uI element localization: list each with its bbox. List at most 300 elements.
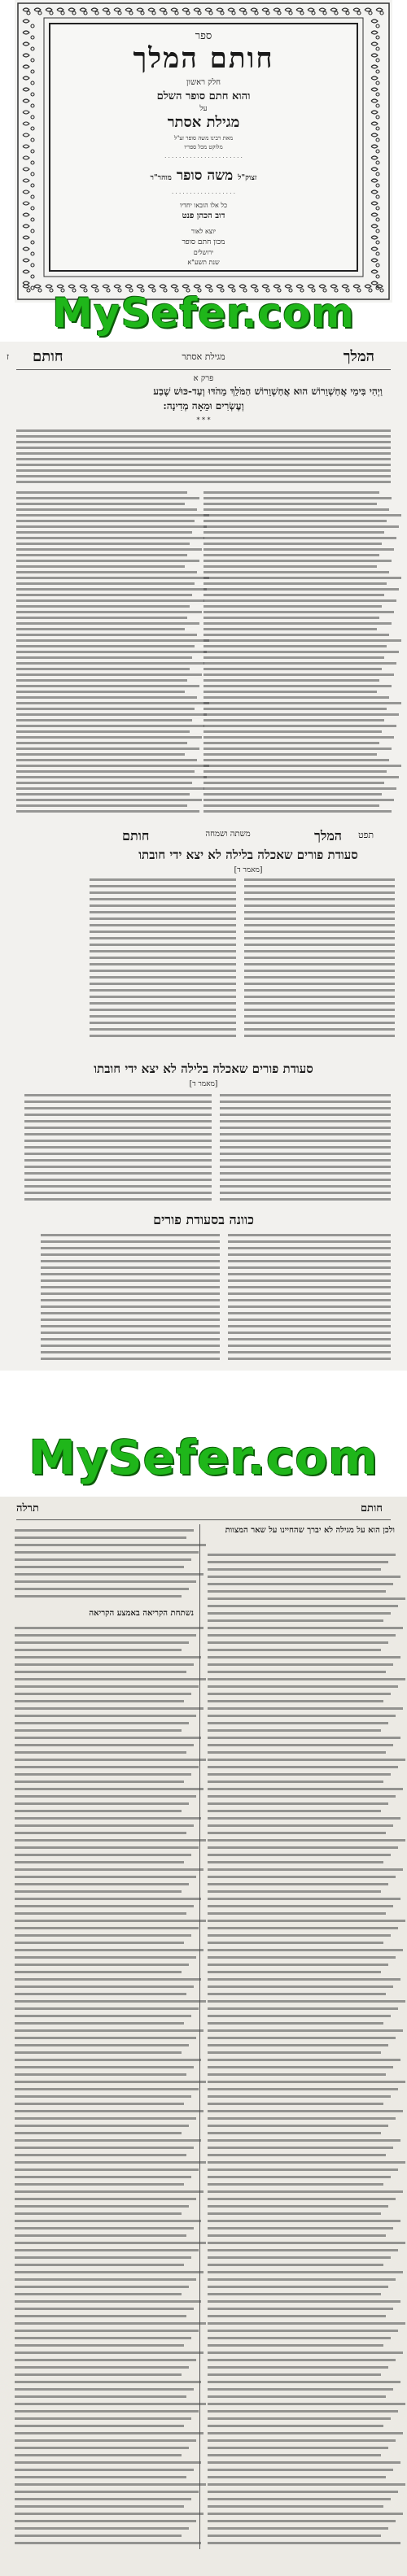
text-line (204, 537, 396, 539)
text-line (204, 508, 389, 511)
text-line (90, 885, 236, 887)
text-line (15, 2498, 191, 2500)
vine-leaf (262, 285, 269, 288)
vine-curl (376, 116, 379, 119)
text-line (15, 2337, 191, 2339)
description-line-2: מלוקט מכל ספריו (184, 144, 223, 150)
text-line (15, 2520, 196, 2522)
text-line (208, 2388, 393, 2391)
text-line (41, 1279, 220, 1282)
text-line (16, 548, 202, 551)
text-line (15, 1795, 196, 1798)
text-line (16, 651, 207, 653)
text-line (208, 2359, 396, 2361)
text-line (208, 1759, 405, 1761)
text-line (15, 2212, 182, 2215)
text-line (90, 1002, 236, 1005)
vine-curl (376, 104, 379, 107)
text-line (16, 673, 202, 676)
vine-leaf (23, 42, 29, 46)
vine-leaf (308, 285, 314, 288)
text-line (228, 1299, 391, 1301)
watermark-logo-1: MySefer.com (52, 290, 355, 337)
vine-leaf (125, 8, 132, 11)
text-line (204, 560, 392, 562)
text-line (15, 2154, 186, 2156)
text-line (16, 491, 187, 494)
vine-leaf (171, 285, 177, 288)
text-line (204, 736, 394, 739)
text-line (15, 2037, 196, 2039)
text-line (208, 2117, 396, 2120)
text-line (15, 1595, 182, 1597)
vine-leaf (371, 122, 378, 125)
description-block: · · · · · · · · · · · · · · · · · · · · · · (164, 155, 243, 161)
text-line (90, 989, 236, 992)
text-line (16, 787, 204, 790)
text-line (228, 1319, 391, 1321)
text-line (204, 673, 394, 676)
text-line (208, 1678, 405, 1680)
text-line (15, 2117, 196, 2120)
text-line (208, 1956, 396, 1959)
running-head-left: תרלה (16, 1502, 39, 1515)
vine-curl (31, 218, 34, 221)
vine-leaf (23, 224, 29, 228)
text-line (208, 2271, 403, 2273)
text-line (15, 1649, 182, 1651)
text-line (41, 1345, 220, 1347)
text-line (15, 2256, 191, 2259)
text-line (15, 2373, 182, 2376)
text-line (90, 911, 236, 913)
text-line (208, 1634, 396, 1637)
text-line (15, 2366, 189, 2369)
text-line (208, 1971, 381, 1973)
text-line (15, 2271, 204, 2273)
text-line (204, 730, 382, 733)
vine-curl (221, 11, 224, 15)
text-line (244, 891, 395, 894)
vine-curl (31, 138, 34, 142)
running-head-right: המלך (313, 828, 342, 843)
vine-leaf (91, 285, 98, 288)
text-line (24, 1153, 212, 1155)
text-line (15, 2447, 189, 2449)
vine-leaf (371, 99, 378, 102)
text-line (208, 2103, 383, 2105)
text-line (204, 645, 387, 647)
text-line (90, 1022, 236, 1024)
vine-leaf (342, 285, 348, 288)
text-line (15, 1920, 206, 1922)
vine-leaf (46, 8, 52, 11)
text-line (15, 1544, 206, 1546)
vine-curl (31, 172, 34, 176)
text-line (16, 713, 207, 716)
text-line (41, 1299, 220, 1301)
text-line (16, 725, 204, 727)
text-line (208, 2373, 381, 2376)
text-line (208, 1802, 388, 1805)
text-line (208, 1737, 400, 1739)
text-line (15, 2132, 182, 2134)
vine-leaf (371, 65, 378, 68)
text-line (15, 2059, 201, 2061)
vine-leaf (23, 202, 29, 205)
text-line (41, 1338, 220, 1340)
text-line (208, 1568, 381, 1571)
vine-curl (31, 127, 34, 130)
text-line (204, 708, 387, 710)
text-line (15, 2147, 194, 2149)
text-line (208, 2447, 388, 2449)
text-line (228, 1234, 391, 1236)
vine-leaf (103, 285, 109, 288)
text-line (208, 1890, 381, 1893)
verse-line-1: וַיְהִי בִּימֵי אֲחַשְׁוֵרוֹשׁ הוּא אֲחַשְׁוֵרוֹשׁ הַמֹּלֵךְ מֵהֹדּוּ וְעַד-כּוּשׁ שֶׁבַע (153, 386, 383, 397)
text-line (16, 537, 204, 539)
vine-leaf (68, 8, 75, 11)
text-line (15, 2234, 186, 2237)
text-line (204, 765, 401, 767)
text-line (208, 1729, 381, 1732)
vine-leaf (114, 285, 120, 288)
vine-leaf (319, 8, 326, 11)
vine-leaf (23, 133, 29, 137)
vine-leaf (371, 88, 378, 91)
text-line (208, 1744, 393, 1746)
text-line (15, 1751, 186, 1754)
text-line (228, 1247, 391, 1249)
text-line (16, 765, 209, 767)
text-line (16, 776, 207, 778)
text-line (208, 2527, 388, 2530)
text-line (15, 1685, 199, 1688)
text-line (204, 713, 399, 716)
text-line (220, 1120, 391, 1122)
vine-leaf (330, 8, 337, 11)
description-line-1: מאת רבינו משה סופר זצ"ל (173, 135, 234, 142)
text-line (204, 799, 394, 801)
text-line (220, 1094, 391, 1096)
vine-leaf (34, 285, 41, 288)
text-line (16, 577, 209, 579)
text-line (15, 2176, 191, 2178)
text-line (16, 497, 199, 499)
text-line (208, 1715, 396, 1717)
text-line (208, 2454, 381, 2456)
text-line (16, 582, 195, 585)
text-line (15, 2190, 204, 2193)
text-line (208, 1583, 393, 1585)
vine-leaf (228, 285, 234, 288)
text-line (15, 2081, 206, 2083)
text-line (244, 963, 395, 965)
text-line (208, 1839, 405, 1842)
text-line (208, 2469, 393, 2471)
vine-curl (31, 229, 34, 233)
text-line (15, 2198, 196, 2200)
vine-leaf (285, 8, 291, 11)
vine-leaf (371, 156, 378, 159)
vine-leaf (371, 190, 378, 194)
vine-curl (376, 184, 379, 187)
vine-leaf (371, 236, 378, 239)
vine-leaf (91, 8, 98, 11)
text-line (220, 1127, 391, 1129)
text-line (208, 1846, 398, 1849)
vine-leaf (239, 8, 246, 11)
text-line (208, 2461, 400, 2464)
text-line (41, 1247, 220, 1249)
vine-leaf (57, 8, 63, 11)
text-line (208, 1619, 383, 1622)
text-line (90, 957, 236, 959)
text-line (15, 1580, 196, 1583)
vine-leaf (228, 8, 234, 11)
text-line (220, 1172, 391, 1175)
text-line (204, 685, 392, 687)
vine-leaf (371, 31, 378, 34)
text-line (15, 1573, 204, 1576)
vine-leaf (371, 133, 378, 137)
text-line (208, 2015, 391, 2017)
text-line (15, 1744, 194, 1746)
right-column-heading: נשתחת הקריאה באמצע הקריאה (89, 1609, 194, 1618)
running-head-right: המלך (343, 348, 374, 365)
vine-curl (232, 11, 235, 15)
vine-leaf (23, 31, 29, 34)
text-line (244, 976, 395, 979)
text-line (220, 1166, 391, 1168)
vine-curl (376, 47, 379, 50)
text-line (208, 2264, 383, 2266)
text-line (204, 525, 399, 528)
text-line (15, 2439, 196, 2442)
text-line (208, 1663, 393, 1666)
vine-curl (31, 264, 34, 267)
text-line (15, 1588, 189, 1590)
text-line (16, 503, 185, 505)
text-line (16, 458, 391, 460)
text-line (204, 605, 382, 608)
text-line (15, 1722, 189, 1724)
vine-leaf (125, 285, 132, 288)
text-line (16, 617, 187, 619)
text-line (208, 2183, 383, 2186)
vine-leaf (23, 122, 29, 125)
vine-leaf (160, 8, 166, 11)
vine-leaf (194, 8, 200, 11)
section-subheading: [מאמר ד] (234, 866, 263, 874)
vine-leaf (23, 99, 29, 102)
vine-curl (255, 11, 258, 15)
text-line (15, 1678, 206, 1680)
text-line (16, 679, 187, 682)
text-line (208, 2498, 391, 2500)
text-line (208, 2432, 403, 2434)
text-line (15, 2029, 204, 2032)
text-line (24, 1133, 212, 1135)
text-line (24, 1172, 212, 1175)
text-line (244, 1009, 395, 1011)
vine-leaf (137, 8, 143, 11)
text-line (24, 1185, 212, 1188)
title-frame (49, 23, 358, 272)
text-line (208, 2293, 381, 2295)
text-line (208, 1927, 398, 1929)
scanned-page-2 (0, 822, 407, 1045)
text-line (208, 1751, 386, 1754)
text-line (15, 2278, 196, 2281)
text-line (208, 2366, 388, 2369)
text-line (90, 963, 236, 965)
text-line (16, 508, 197, 511)
text-line (208, 1993, 386, 1995)
text-line (208, 2007, 398, 2010)
text-line (15, 2205, 189, 2208)
text-line (15, 1883, 189, 1885)
text-line (16, 730, 190, 733)
text-line (208, 2000, 405, 2003)
vine-leaf (23, 213, 29, 216)
text-line (204, 491, 379, 494)
vine-curl (31, 36, 34, 39)
text-line (15, 1693, 191, 1695)
subtitle: והוא חתם סופר השלם (156, 90, 251, 102)
text-line (41, 1292, 220, 1295)
text-line (90, 924, 236, 926)
text-line (15, 2088, 199, 2090)
text-line (24, 1114, 212, 1116)
vine-curl (175, 11, 178, 15)
text-line (16, 571, 197, 573)
vine-leaf (376, 8, 383, 11)
text-line (24, 1120, 212, 1122)
text-line (15, 2264, 184, 2266)
text-line (204, 599, 396, 602)
vine-leaf (160, 285, 166, 288)
text-line (16, 611, 202, 613)
text-line (24, 1094, 212, 1096)
vine-curl (31, 207, 34, 210)
text-line (208, 1700, 383, 1702)
text-line (15, 2352, 204, 2354)
author-suffix: זצוק"ל (238, 174, 257, 182)
vine-curl (31, 195, 34, 198)
text-line (24, 1166, 212, 1168)
text-line (41, 1305, 220, 1308)
text-line (90, 1035, 236, 1037)
text-line (204, 810, 392, 813)
text-line (16, 645, 195, 647)
vine-curl (376, 207, 379, 210)
text-line (15, 1905, 194, 1907)
vine-leaf (371, 202, 378, 205)
text-line (15, 2483, 206, 2486)
text-line (24, 1179, 212, 1181)
text-line (41, 1240, 220, 1243)
text-line (220, 1192, 391, 1194)
vine-leaf (274, 285, 280, 288)
title-page (15, 0, 392, 303)
text-line (41, 1286, 220, 1288)
text-line (90, 891, 236, 894)
vine-leaf (296, 285, 303, 288)
text-line (208, 1605, 398, 1607)
vine-curl (31, 59, 34, 62)
vine-curl (380, 11, 383, 15)
vine-leaf (23, 281, 29, 285)
text-line (16, 588, 207, 591)
text-line (208, 2256, 391, 2259)
vine-leaf (34, 8, 41, 11)
text-line (16, 656, 192, 659)
text-line (15, 2125, 189, 2127)
vine-curl (376, 241, 379, 244)
text-line (24, 1101, 212, 1103)
text-line (244, 1022, 395, 1024)
text-line (16, 447, 391, 449)
text-line (16, 719, 192, 721)
text-line (244, 898, 395, 900)
text-line (90, 976, 236, 979)
text-line (204, 759, 389, 761)
text-line (220, 1159, 391, 1162)
text-line (15, 2388, 194, 2391)
text-line (15, 1942, 184, 1944)
vine-leaf (46, 285, 52, 288)
text-line (208, 1934, 391, 1937)
text-line (228, 1286, 391, 1288)
vine-leaf (217, 285, 223, 288)
text-line (15, 2022, 184, 2025)
text-line (208, 2439, 396, 2442)
text-line (15, 2103, 184, 2105)
text-line (16, 531, 192, 534)
text-line (204, 748, 392, 750)
vine-curl (95, 11, 98, 15)
text-line (208, 1949, 403, 1951)
vine-curl (31, 252, 34, 255)
text-line (244, 878, 395, 881)
text-line (16, 554, 187, 556)
text-line (208, 2198, 396, 2200)
vine-curl (323, 11, 326, 15)
text-line (90, 937, 236, 939)
text-line (41, 1312, 220, 1314)
text-line (204, 548, 394, 551)
text-line (208, 1693, 391, 1695)
text-line (15, 1934, 191, 1937)
text-line (15, 1700, 184, 1702)
vine-leaf (353, 8, 360, 11)
text-line (90, 970, 236, 972)
text-line (15, 2066, 194, 2068)
text-line (204, 565, 377, 568)
section-title: כוונה בסעודת פורים (153, 1212, 254, 1227)
text-line (208, 2110, 403, 2112)
vine-leaf (342, 8, 348, 11)
vine-curl (376, 252, 379, 255)
vine-curl (376, 150, 379, 153)
text-line (208, 2066, 393, 2068)
text-line (204, 531, 384, 534)
text-line (15, 2322, 206, 2325)
text-line (16, 685, 199, 687)
vine-leaf (371, 224, 378, 228)
